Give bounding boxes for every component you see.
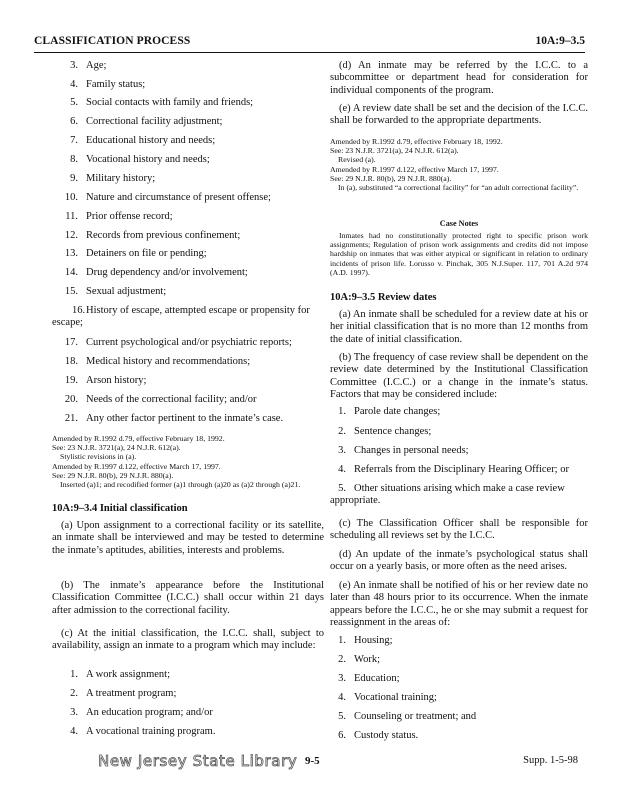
list-item: 3. Changes in personal needs; (338, 445, 469, 456)
page-footer (0, 752, 618, 774)
list-item: 11. Prior offense record; (65, 211, 173, 222)
chapter-title: CLASSIFICATION PROCESS (34, 35, 191, 47)
library-watermark: New Jersey State Library (98, 752, 298, 770)
list-item: 17. Current psychological and/or psychiatric reports; (64, 337, 292, 348)
list-item: 4. Vocational training; (338, 692, 437, 703)
list-item: 2. Sentence changes; (338, 426, 432, 437)
list-item: 8. Vocational history and needs; (70, 154, 210, 165)
running-header (34, 34, 585, 53)
list-item: 5. Social contacts with family and friends; (70, 97, 254, 108)
list-item: 21. Any other factor pertinent to the inmate’s case. (64, 413, 284, 424)
list-item: 9. Military history; (70, 173, 156, 184)
paragraph: (d) An inmate may be referred by the I.C.C. to a subcommittee or department head for consideration for individual components of the program. (330, 60, 588, 96)
history-note: Amended by R.1992 d.79, effective February 18, 1992. See: 23 N.J.R. 3721(a), 24 N.J.R. 612(a). Stylistic revisions in (a). Amended by R.1997 d.122, effective March 17, 1997. See: 29 N.J.R. 80(b), 29 N.J.R. 880(a). Inserted (a)1; and recodified former (a)1 through (a)20 as (a)2 through (a)21. (52, 434, 301, 490)
list-item: 1. A work assignment; (70, 669, 170, 680)
list-item: 20. Needs of the correctional facility; and/or (64, 394, 257, 405)
list-item: 5. Other situations arising which make a case review appropriate. (330, 483, 565, 507)
list-item: 1. Housing; (338, 635, 393, 646)
list-item: 2. Work; (338, 654, 380, 665)
paragraph: (d) An update of the inmate’s psychological status shall occur on a yearly basis, or more often as the need arises. (330, 549, 588, 573)
section-range: 10A:9–3.5 (535, 35, 585, 47)
list-item: 19. Arson history; (64, 375, 147, 386)
list-item: 3. An education program; and/or (70, 707, 213, 718)
list-item: 14. Drug dependency and/or involvement; (64, 267, 248, 278)
supplement-date: Supp. 1-5-98 (523, 755, 578, 766)
list-item: 4. Referrals from the Disciplinary Hearing Officer; or (338, 464, 569, 475)
list-item: 2. A treatment program; (70, 688, 177, 699)
list-item: 13. Detainers on file or pending; (64, 248, 207, 259)
section-title: 10A:9–3.5 Review dates (330, 292, 437, 303)
case-note: Inmates had no constitutionally protected right to specific prison work assignments; Regulation of prison work assignments and credits did not impose hardship on inmates that was either atypical or significant in relation to ordinary incidents of prison life. Lorusso v. Pinchak, 305 N.J.Super. 117, 701 A.2d 974 (A.D. 1997). (330, 231, 588, 277)
list-item: 7. Educational history and needs; (70, 135, 216, 146)
paragraph: (b) The frequency of case review shall be dependent on the review date determined by the Institutional Classification Committee (I.C.C.) or a change in the inmate’s status. Factors that may be considered include: (330, 352, 588, 401)
list-item: 1. Parole date changes; (338, 406, 441, 417)
paragraph: (a) An inmate shall be scheduled for a review date at his or her initial classification that is no more than 12 months from the date of initial classification. (330, 309, 588, 345)
list-item: 15. Sexual adjustment; (64, 286, 167, 297)
list-item: 4. Family status; (70, 79, 146, 90)
paragraph: (e) An inmate shall be notified of his or her review date no later than 48 hours prior to its occurrence. When the inmate appears before the I.C.C., he or she may submit a request for reassignment in the areas of: (330, 580, 588, 629)
list-item: 16.History of escape, attempted escape or propensity for escape; (52, 305, 310, 329)
list-item: 6. Custody status. (338, 730, 419, 741)
list-item: 6. Correctional facility adjustment; (70, 116, 223, 127)
section-title: 10A:9–3.4 Initial classification (52, 503, 188, 514)
list-item: 10. Nature and circumstance of present offense; (64, 192, 271, 203)
paragraph: (a) Upon assignment to a correctional facility or its satellite, an inmate shall be interviewed and may be tested to determine the inmate’s aptitudes, abilities, interests and problems. (52, 520, 324, 556)
paragraph: (c) The Classification Officer shall be responsible for scheduling all reviews set by the I.C.C. (330, 518, 588, 542)
list-item: 4. A vocational training program. (70, 726, 216, 737)
history-note: Amended by R.1992 d.79, effective February 18, 1992. See: 23 N.J.R. 3721(a), 24 N.J.R. 612(a). Revised (a). Amended by R.1997 d.122, effective March 17, 1997. See: 29 N.J.R. 80(b), 29 N.J.R. 880(a). In (a), substituted “a correctional facility” for “an adult correctional facility”. (330, 137, 579, 193)
paragraph: (b) The inmate’s appearance before the Institutional Classification Committee (I.C.C.) shall occur within 21 days after admission to the correctional facility. (52, 580, 324, 616)
page-number: 9-5 (305, 755, 320, 767)
list-item: 18. Medical history and recommendations; (64, 356, 251, 367)
paragraph: (e) A review date shall be set and the decision of the I.C.C. shall be forwarded to the appropriate departments. (330, 103, 588, 127)
list-item: 3. Age; (70, 60, 107, 71)
list-item: 5. Counseling or treatment; and (338, 711, 477, 722)
list-item: 12. Records from previous confinement; (64, 230, 241, 241)
case-notes-title: Case Notes (439, 219, 479, 228)
paragraph: (c) At the initial classification, the I.C.C. shall, subject to availability, assign an inmate to a program which may include: (52, 628, 324, 652)
list-item: 3. Education; (338, 673, 400, 684)
